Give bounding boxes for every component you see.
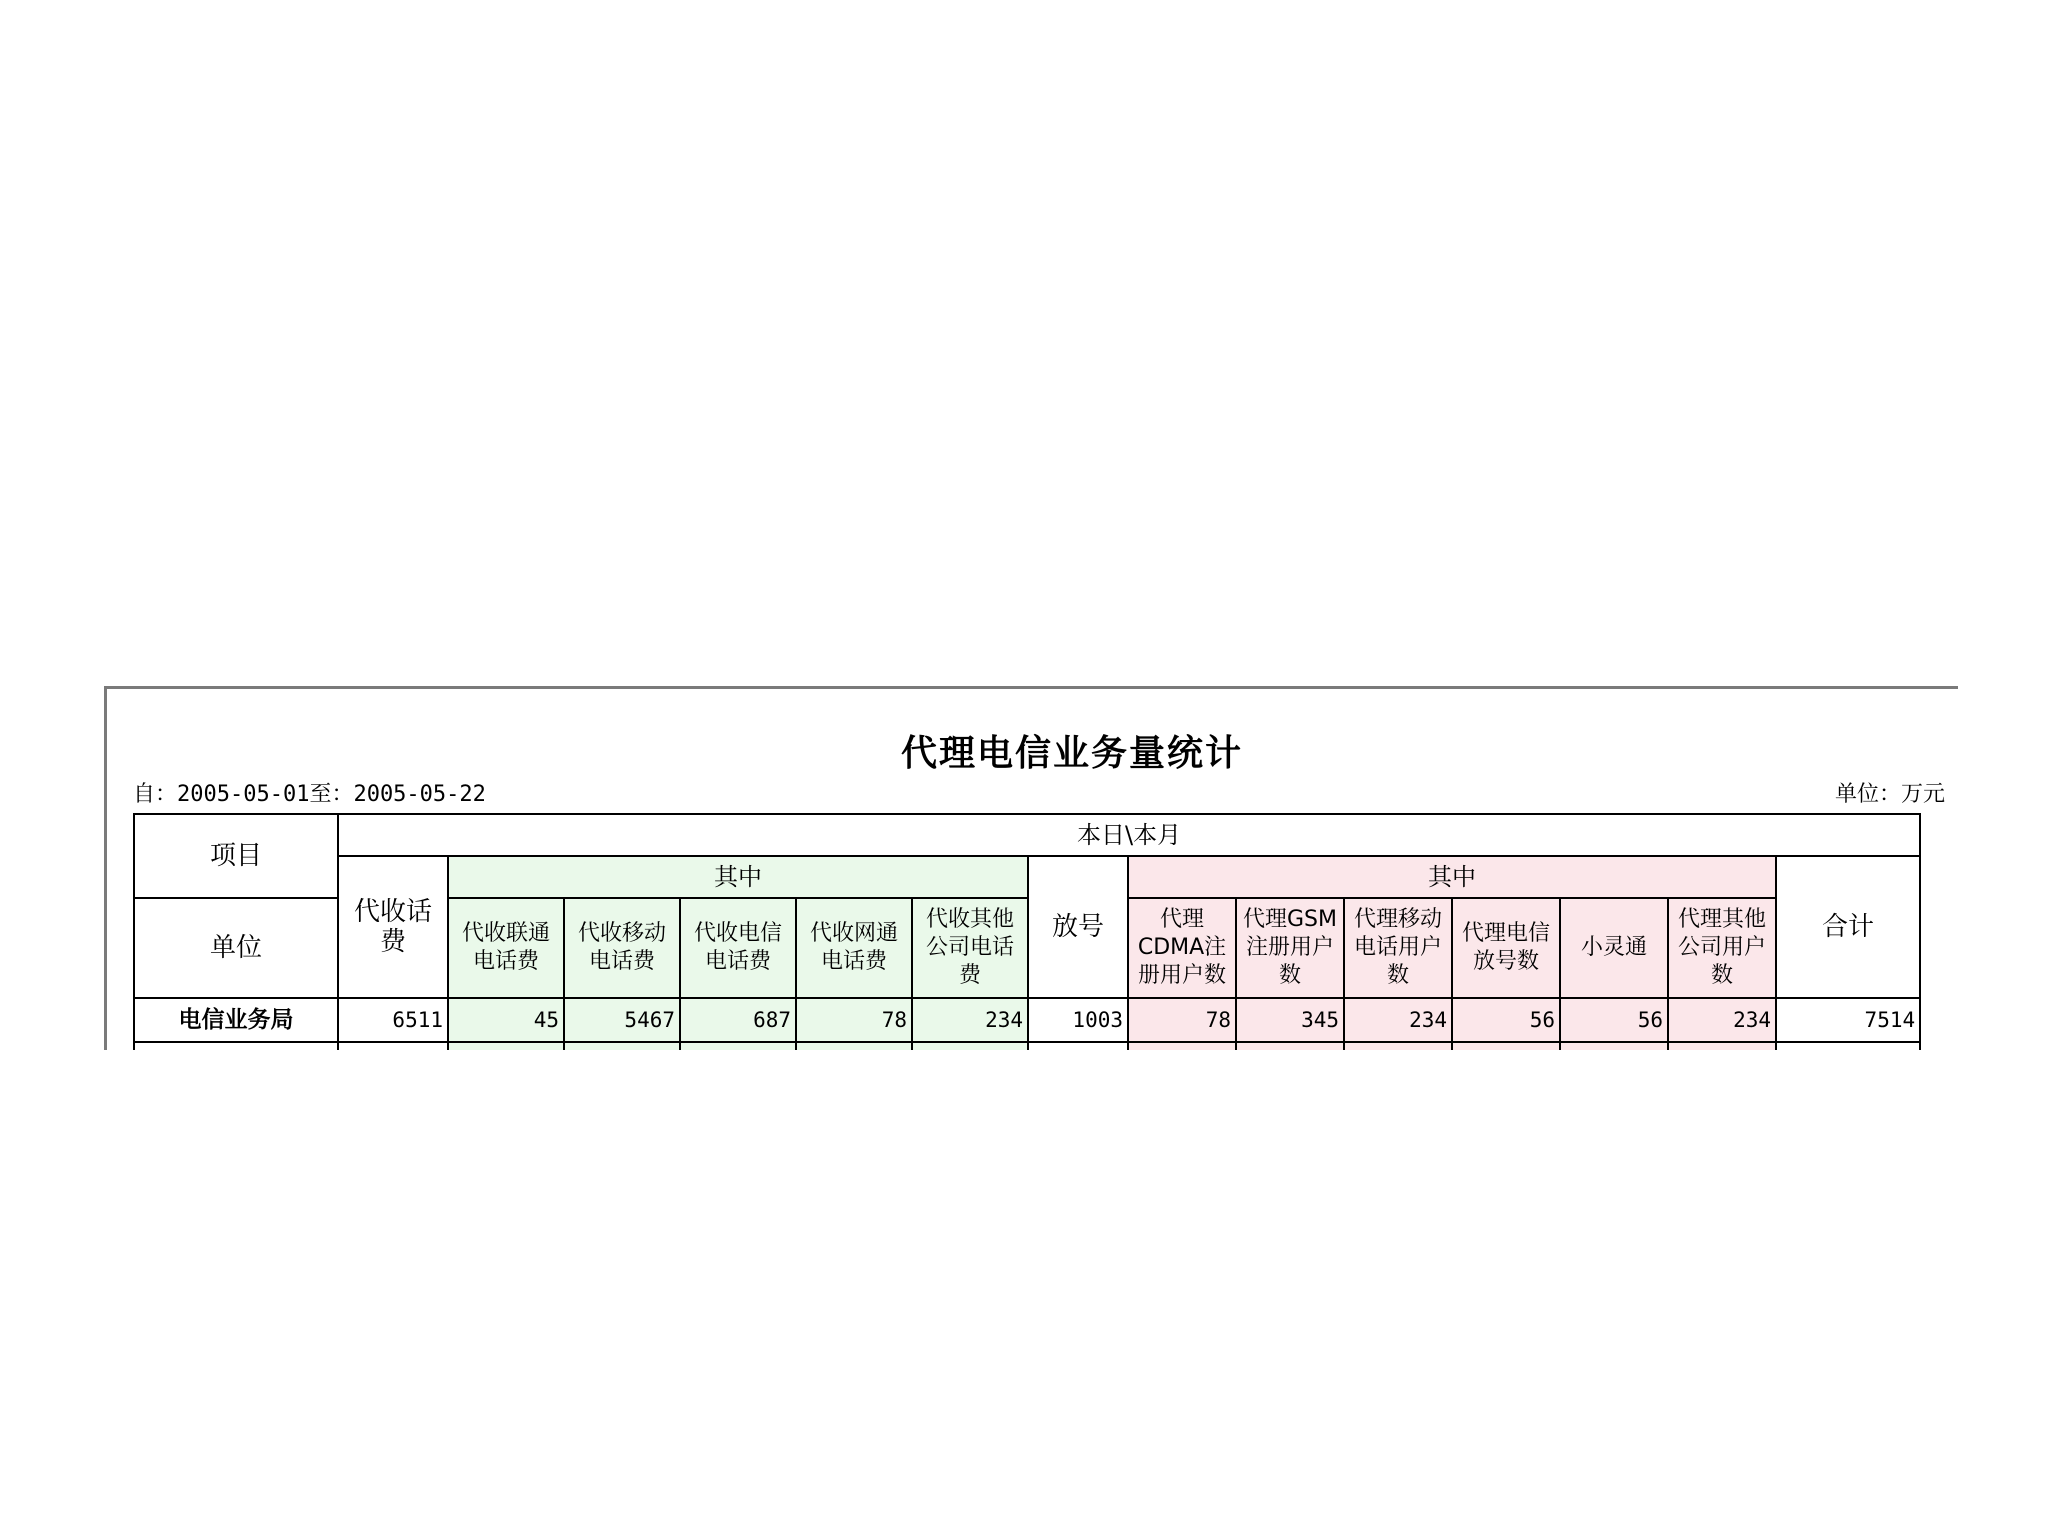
row-g1-cell: 45 <box>448 998 564 1042</box>
header-g1-col: 代收移动电话费 <box>564 898 680 998</box>
cutoff-cell <box>680 1042 796 1050</box>
row-g1-cell: 5467 <box>564 998 680 1042</box>
header-unit: 单位 <box>134 898 338 998</box>
cutoff-cell <box>1028 1042 1128 1050</box>
cutoff-cell <box>564 1042 680 1050</box>
header-g1-col: 代收其他公司电话费 <box>912 898 1028 998</box>
cutoff-cell <box>1560 1042 1668 1050</box>
header-g2-col: 代理其他公司用户数 <box>1668 898 1776 998</box>
header-release: 放号 <box>1028 856 1128 998</box>
row-g2-cell: 234 <box>1344 998 1452 1042</box>
row-g1-cell: 78 <box>796 998 912 1042</box>
cutoff-cell <box>1236 1042 1344 1050</box>
header-g1-col: 代收电信电话费 <box>680 898 796 998</box>
table-row <box>134 998 1920 1042</box>
report-title: 代理电信业务量统计 <box>900 733 1243 774</box>
row-unit-name: 电信业务局 <box>134 998 338 1042</box>
table-row-cutoff <box>134 1042 1920 1050</box>
currency-unit: 单位：万元 <box>1834 782 1945 807</box>
report-panel <box>104 686 1958 1050</box>
date-range: 自：2005-05-01至：2005-05-22 <box>133 782 486 807</box>
row-collect-fee: 6511 <box>338 998 448 1042</box>
header-total: 合计 <box>1776 856 1920 998</box>
row-g2-cell: 345 <box>1236 998 1344 1042</box>
row-g1-cell: 687 <box>680 998 796 1042</box>
header-g1-col: 代收网通电话费 <box>796 898 912 998</box>
header-g2-col: 代理CDMA注册用户数 <box>1128 898 1236 998</box>
statistics-table <box>133 813 1921 1050</box>
header-g2-col: 代理电信放号数 <box>1452 898 1560 998</box>
header-g2-col: 代理移动电话用户数 <box>1344 898 1452 998</box>
cutoff-cell <box>1128 1042 1236 1050</box>
row-total: 7514 <box>1776 998 1920 1042</box>
cutoff-cell <box>1668 1042 1776 1050</box>
row-g1-cell: 234 <box>912 998 1028 1042</box>
cutoff-cell <box>1344 1042 1452 1050</box>
cutoff-cell <box>1452 1042 1560 1050</box>
header-g2-col: 小灵通 <box>1560 898 1668 998</box>
header-collect-fee: 代收话费 <box>338 856 448 998</box>
cutoff-cell <box>338 1042 448 1050</box>
header-g1-col: 代收联通电话费 <box>448 898 564 998</box>
header-group1: 其中 <box>448 856 1028 898</box>
row-release: 1003 <box>1028 998 1128 1042</box>
cutoff-cell <box>796 1042 912 1050</box>
row-g2-cell: 56 <box>1560 998 1668 1042</box>
cutoff-cell <box>912 1042 1028 1050</box>
header-group2: 其中 <box>1128 856 1776 898</box>
cutoff-cell <box>134 1042 338 1050</box>
header-period: 本日\本月 <box>338 814 1920 856</box>
row-g2-cell: 78 <box>1128 998 1236 1042</box>
header-item: 项目 <box>134 814 338 898</box>
cutoff-cell <box>448 1042 564 1050</box>
header-g2-col: 代理GSM注册用户数 <box>1236 898 1344 998</box>
cutoff-cell <box>1776 1042 1920 1050</box>
row-g2-cell: 234 <box>1668 998 1776 1042</box>
row-g2-cell: 56 <box>1452 998 1560 1042</box>
